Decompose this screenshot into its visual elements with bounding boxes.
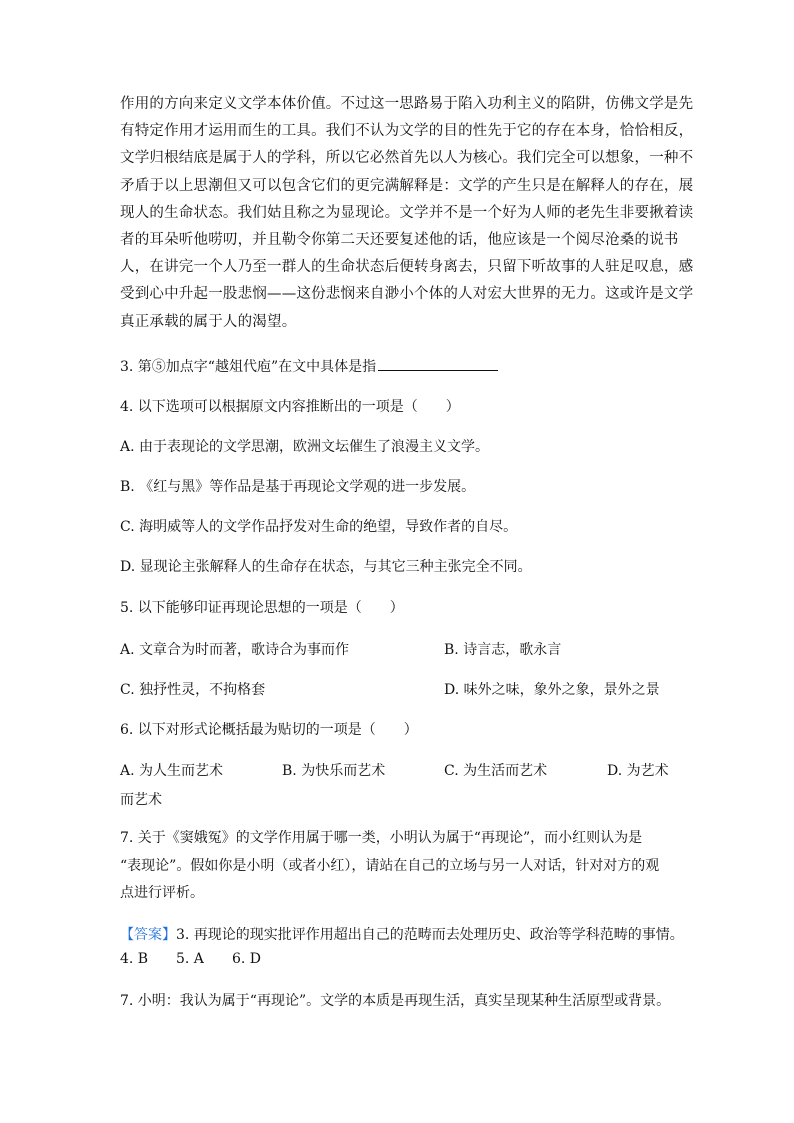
answer-q6: 6. D	[232, 951, 262, 967]
question-4-option-a: A. 由于表现论的文学思潮，欧洲文坛催生了浪漫主义文学。	[120, 439, 490, 455]
question-4-stem: 4. 以下选项可以根据原文内容推断出的一项是（ ）	[120, 399, 460, 415]
question-3-stem: 3. 第⑤加点字“越俎代庖”在文中具体是指	[120, 359, 377, 375]
question-5-stem: 5. 以下能够印证再现论思想的一项是（ ）	[120, 600, 404, 616]
answer-q4: 4. B	[120, 951, 149, 967]
passage-line: 作用的方向来定义文学本体价值。不过这一思路易于陷入功利主义的陷阱，仿佛文学是先	[120, 96, 694, 112]
question-4-option-b: B. 《红与黑》等作品是基于再现论文学观的进一步发展。	[120, 479, 476, 495]
answer-line-1	[120, 924, 684, 944]
passage-line: 者的耳朵听他唠叨，并且勒令你第二天还要复述他的话，他应该是一个阅尽沧桑的说书	[120, 232, 679, 249]
question-6-option-d-wrap: 而艺术	[120, 792, 162, 808]
question-6-option-d: D. 为艺术	[607, 763, 669, 779]
passage-line: 文学归根结底是属于人的学科，所以它必然首先以人为核心。我们完全可以想象，一种不	[120, 150, 694, 167]
answer-q5: 5. A	[176, 951, 204, 967]
question-3	[120, 356, 498, 376]
answer-tag: 【答案】	[120, 927, 176, 943]
question-5-option-b: B. 诗言志，歌永言	[444, 642, 562, 658]
question-5-option-d: D. 味外之味，象外之象，景外之景	[444, 682, 660, 698]
passage-line: 有特定作用才运用而生的工具。我们不认为文学的目的性先于它的存在本身，恰恰相反，	[120, 123, 694, 140]
question-4-option-c: C. 海明威等人的文学作品抒发对生命的绝望，导致作者的自尽。	[120, 519, 518, 535]
question-5-option-c: C. 独抒性灵，不拘格套	[120, 682, 266, 698]
question-7-line: 7. 关于《窦娥冤》的文学作用属于哪一类，小明认为属于“再现论”，而小红则认为是	[120, 830, 643, 846]
question-6-stem: 6. 以下对形式论概括最为贴切的一项是（ ）	[120, 722, 418, 738]
question-5-option-a: A. 文章合为时而著，歌诗合为事而作	[120, 642, 350, 658]
question-6-option-c: C. 为生活而艺术	[444, 763, 548, 779]
passage-line: 矛盾于以上思潮但又可以包含它们的更完满解释是：文学的产生只是在解释人的存在，展	[120, 177, 694, 194]
question-6-option-b: B. 为快乐而艺术	[282, 763, 386, 779]
question-4-option-d: D. 显现论主张解释人的生命存在状态，与其它三种主张完全不同。	[120, 559, 532, 575]
question-7-line: 点进行评析。	[120, 885, 204, 901]
answer-blank	[378, 356, 498, 371]
passage-line: 受到心中升起一股悲悯——这份悲悯来自渺小个体的人对宏大世界的无力。这或许是文学	[120, 286, 694, 303]
passage-line: 人，在讲完一个人乃至一群人的生命状态后便转身离去，只留下听故事的人驻足叹息，感	[120, 259, 694, 276]
question-6-option-a: A. 为人生而艺术	[120, 763, 224, 779]
answer-q7: 7. 小明：我认为属于“再现论”。文学的本质是再现生活，真实呈现某种生活原型或背景。	[120, 993, 671, 1009]
question-7-line: “表现论”。假如你是小明（或者小红），请站在自己的立场与另一人对话，针对对方的观	[120, 858, 660, 874]
passage-line: 真正承载的属于人的渴望。	[120, 313, 297, 330]
answer-q3: 3. 再现论的现实批评作用超出自己的范畴而去处理历史、政治等学科范畴的事情。	[176, 927, 684, 943]
passage-text	[120, 91, 694, 336]
passage-line: 现人的生命状态。我们姑且称之为显现论。文学并不是一个好为人师的老先生非要揪着读	[120, 204, 694, 221]
